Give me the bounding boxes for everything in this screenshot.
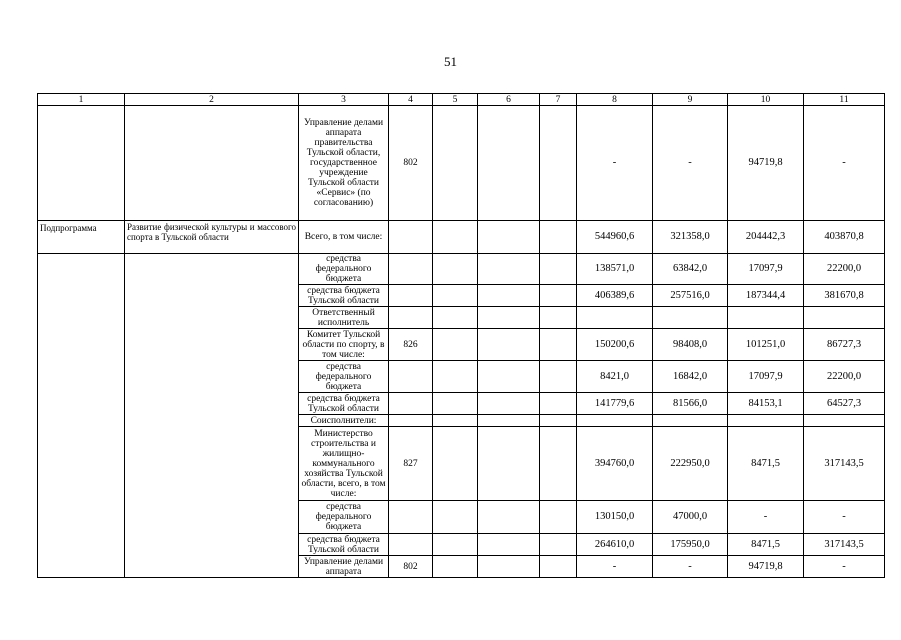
row-cell: [433, 393, 478, 415]
subprogram-title: Развитие физической культуры и массового спорта в Тульской области: [125, 221, 299, 254]
value-cell: -: [653, 106, 728, 221]
header-cell: 10: [728, 94, 804, 106]
value-cell: 544960,6: [577, 221, 653, 254]
value-cell: 264610,0: [577, 534, 653, 556]
row-cell: [38, 254, 125, 578]
header-cell: 11: [804, 94, 885, 106]
row-cell: [478, 221, 540, 254]
code-cell: [389, 254, 433, 285]
executor-cell: Соисполнители:: [299, 415, 389, 427]
header-cell: 1: [38, 94, 125, 106]
value-cell: 321358,0: [653, 221, 728, 254]
row-cell: [478, 501, 540, 534]
value-cell: 381670,8: [804, 285, 885, 307]
row-cell: [433, 556, 478, 578]
value-cell: 98408,0: [653, 329, 728, 361]
subprogram-label: Подпрограмма: [38, 221, 125, 254]
row-cell: [478, 106, 540, 221]
row-cell: [433, 329, 478, 361]
row-cell: [540, 221, 577, 254]
row-cell: [540, 534, 577, 556]
value-cell: 94719,8: [728, 556, 804, 578]
executor-cell: Управление делами аппарата: [299, 556, 389, 578]
row-cell: [433, 415, 478, 427]
row-cell: [433, 361, 478, 393]
value-cell: 222950,0: [653, 427, 728, 501]
value-cell: 317143,5: [804, 427, 885, 501]
value-cell: -: [577, 106, 653, 221]
value-cell: 47000,0: [653, 501, 728, 534]
value-cell: 86727,3: [804, 329, 885, 361]
header-cell: 6: [478, 94, 540, 106]
value-cell: 141779,6: [577, 393, 653, 415]
row-cell: [540, 307, 577, 329]
executor-cell: средства федерального бюджета: [299, 254, 389, 285]
value-cell: 22200,0: [804, 254, 885, 285]
executor-cell: Управление делами аппарата правительства Тульской области, государственное учреждение Тульской области «Сервис» (по согласованию): [299, 106, 389, 221]
value-cell: 101251,0: [728, 329, 804, 361]
row-cell: [478, 415, 540, 427]
value-cell: 394760,0: [577, 427, 653, 501]
row-cell: [433, 534, 478, 556]
value-cell: 64527,3: [804, 393, 885, 415]
executor-cell: средства федерального бюджета: [299, 361, 389, 393]
value-cell: -: [804, 106, 885, 221]
value-cell: -: [804, 501, 885, 534]
value-cell: [804, 415, 885, 427]
header-cell: 2: [125, 94, 299, 106]
code-cell: [389, 501, 433, 534]
row-cell: [478, 285, 540, 307]
header-cell: 5: [433, 94, 478, 106]
value-cell: [653, 307, 728, 329]
value-cell: 16842,0: [653, 361, 728, 393]
row-cell: [38, 106, 125, 221]
row-cell: [540, 501, 577, 534]
row-cell: [540, 329, 577, 361]
value-cell: 138571,0: [577, 254, 653, 285]
executor-cell: Комитет Тульской области по спорту, в том числе:: [299, 329, 389, 361]
value-cell: [653, 415, 728, 427]
code-cell: [389, 534, 433, 556]
row-cell: [433, 307, 478, 329]
row-cell: [125, 254, 299, 578]
value-cell: [577, 415, 653, 427]
row-cell: [540, 556, 577, 578]
executor-cell: Ответственный исполнитель: [299, 307, 389, 329]
header-row: [38, 94, 885, 106]
row-cell: [540, 285, 577, 307]
value-cell: [804, 307, 885, 329]
header-cell: 7: [540, 94, 577, 106]
row-cell: [478, 361, 540, 393]
value-cell: 317143,5: [804, 534, 885, 556]
value-cell: 204442,3: [728, 221, 804, 254]
executor-cell: Всего, в том числе:: [299, 221, 389, 254]
value-cell: -: [728, 501, 804, 534]
value-cell: 406389,6: [577, 285, 653, 307]
row-cell: [433, 501, 478, 534]
code-cell: 826: [389, 329, 433, 361]
row-cell: [433, 106, 478, 221]
value-cell: [728, 307, 804, 329]
row-cell: [433, 254, 478, 285]
header-cell: 4: [389, 94, 433, 106]
value-cell: 257516,0: [653, 285, 728, 307]
table-row: [38, 106, 885, 221]
row-cell: [540, 427, 577, 501]
code-cell: [389, 221, 433, 254]
row-cell: [125, 106, 299, 221]
code-cell: 827: [389, 427, 433, 501]
row-cell: [478, 393, 540, 415]
value-cell: 17097,9: [728, 254, 804, 285]
value-cell: -: [804, 556, 885, 578]
value-cell: 8471,5: [728, 427, 804, 501]
value-cell: 175950,0: [653, 534, 728, 556]
executor-cell: средства федерального бюджета: [299, 501, 389, 534]
executor-cell: средства бюджета Тульской области: [299, 393, 389, 415]
executor-cell: средства бюджета Тульской области: [299, 534, 389, 556]
row-cell: [540, 361, 577, 393]
value-cell: 130150,0: [577, 501, 653, 534]
value-cell: -: [653, 556, 728, 578]
value-cell: 81566,0: [653, 393, 728, 415]
code-cell: [389, 285, 433, 307]
value-cell: 8421,0: [577, 361, 653, 393]
table-row: [38, 221, 885, 254]
row-cell: [478, 427, 540, 501]
value-cell: 17097,9: [728, 361, 804, 393]
code-cell: 802: [389, 556, 433, 578]
row-cell: [478, 329, 540, 361]
code-cell: 802: [389, 106, 433, 221]
value-cell: 94719,8: [728, 106, 804, 221]
code-cell: [389, 393, 433, 415]
value-cell: 150200,6: [577, 329, 653, 361]
executor-cell: Министерство строительства и жилищно-коммунального хозяйства Тульской области, всего, в том числе:: [299, 427, 389, 501]
code-cell: [389, 415, 433, 427]
header-cell: 8: [577, 94, 653, 106]
row-cell: [540, 393, 577, 415]
page-number: 51: [444, 54, 457, 69]
row-cell: [433, 427, 478, 501]
value-cell: -: [577, 556, 653, 578]
value-cell: 8471,5: [728, 534, 804, 556]
row-cell: [540, 106, 577, 221]
budget-table: [37, 93, 885, 578]
table-row: [38, 254, 885, 285]
row-cell: [540, 415, 577, 427]
row-cell: [540, 254, 577, 285]
value-cell: [728, 415, 804, 427]
header-cell: 3: [299, 94, 389, 106]
row-cell: [478, 534, 540, 556]
row-cell: [478, 556, 540, 578]
value-cell: 403870,8: [804, 221, 885, 254]
executor-cell: средства бюджета Тульской области: [299, 285, 389, 307]
header-cell: 9: [653, 94, 728, 106]
value-cell: 63842,0: [653, 254, 728, 285]
row-cell: [478, 254, 540, 285]
code-cell: [389, 361, 433, 393]
row-cell: [433, 221, 478, 254]
value-cell: 84153,1: [728, 393, 804, 415]
value-cell: 187344,4: [728, 285, 804, 307]
code-cell: [389, 307, 433, 329]
row-cell: [433, 285, 478, 307]
row-cell: [478, 307, 540, 329]
value-cell: [577, 307, 653, 329]
value-cell: 22200,0: [804, 361, 885, 393]
